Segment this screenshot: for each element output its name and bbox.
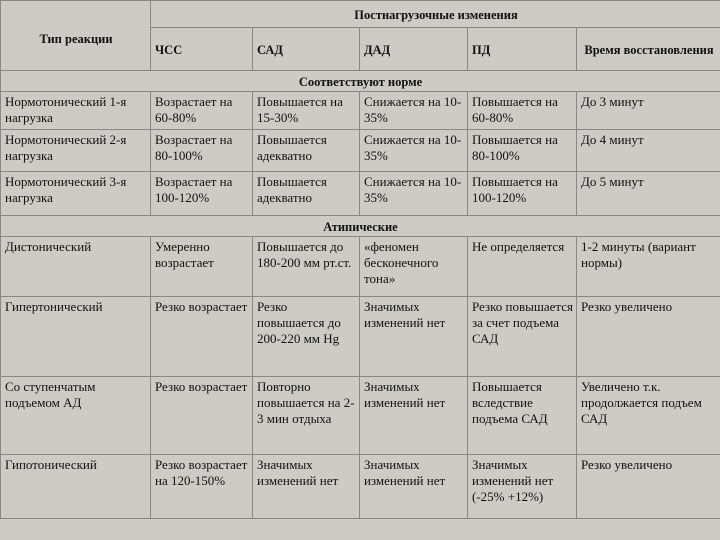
table-cell: Повышается на 100-120%	[468, 172, 577, 216]
row-label-cell: Со ступенчатым подъемом АД	[1, 377, 151, 455]
table-cell: Возрастает на 100-120%	[151, 172, 253, 216]
table-cell: Повышается на 80-100%	[468, 130, 577, 172]
table-row	[1, 377, 720, 455]
table-cell: Резко увеличено	[577, 455, 720, 519]
header-dbp: ДАД	[360, 28, 468, 71]
section-header-row	[1, 216, 720, 237]
table-cell: Умеренно возрастает	[151, 237, 253, 297]
table-cell: Резко повышается до 200-220 мм Hg	[253, 297, 360, 377]
table-cell: Снижается на 10-35%	[360, 172, 468, 216]
table-cell: Резко повышается за счет подъема САД	[468, 297, 577, 377]
row-label-cell: Дистонический	[1, 237, 151, 297]
table-cell: Значимых изменений нет	[253, 455, 360, 519]
table-cell: 1-2 минуты (вариант нормы)	[577, 237, 720, 297]
table-row	[1, 297, 720, 377]
header-reaction-type: Тип реакции	[1, 1, 151, 71]
table-cell: Не определяется	[468, 237, 577, 297]
table-row	[1, 455, 720, 519]
header-pp: ПД	[468, 28, 577, 71]
table-cell: «феномен бесконечного тона»	[360, 237, 468, 297]
row-label-cell: Гипертонический	[1, 297, 151, 377]
table-cell: Повышается до 180-200 мм рт.ст.	[253, 237, 360, 297]
table-cell: Увеличено т.к. продолжается подъем САД	[577, 377, 720, 455]
row-label-cell: Нормотонический 2-я нагрузка	[1, 130, 151, 172]
header-hr: ЧСС	[151, 28, 253, 71]
table-cell: Резко увеличено	[577, 297, 720, 377]
row-label-cell: Нормотонический 3-я нагрузка	[1, 172, 151, 216]
section-header-row	[1, 71, 720, 92]
section-title: Соответствуют норме	[1, 71, 720, 92]
table-cell: Снижается на 10-35%	[360, 130, 468, 172]
table-cell: До 4 минут	[577, 130, 720, 172]
header-recovery-time: Время восстановления	[577, 28, 720, 71]
table-cell: Резко возрастает	[151, 377, 253, 455]
table-cell: Повышается адекватно	[253, 172, 360, 216]
table-cell: Снижается на 10-35%	[360, 92, 468, 130]
table-cell: Повышается на 60-80%	[468, 92, 577, 130]
table-cell: Повышается на 15-30%	[253, 92, 360, 130]
table-cell: До 3 минут	[577, 92, 720, 130]
table-cell: Повторно повышается на 2-3 мин отдыха	[253, 377, 360, 455]
table-cell: Возрастает на 60-80%	[151, 92, 253, 130]
section-title: Атипические	[1, 216, 720, 237]
table-row	[1, 130, 720, 172]
row-label-cell: Гипотонический	[1, 455, 151, 519]
table-cell: Резко возрастает на 120-150%	[151, 455, 253, 519]
table-cell: Резко возрастает	[151, 297, 253, 377]
table-cell: Возрастает на 80-100%	[151, 130, 253, 172]
table-row	[1, 172, 720, 216]
header-sbp: САД	[253, 28, 360, 71]
row-label-cell: Нормотонический 1-я нагрузка	[1, 92, 151, 130]
table-cell: До 5 минут	[577, 172, 720, 216]
table-cell: Значимых изменений нет	[360, 377, 468, 455]
table-cell: Повышается адекватно	[253, 130, 360, 172]
table-body	[1, 71, 720, 519]
header-group: Постнагрузочные изменения	[151, 1, 720, 28]
table-row	[1, 92, 720, 130]
table-cell: Значимых изменений нет (-25% +12%)	[468, 455, 577, 519]
table-row	[1, 237, 720, 297]
table-cell: Значимых изменений нет	[360, 297, 468, 377]
table-cell: Значимых изменений нет	[360, 455, 468, 519]
table-cell: Повышается вследствие подъема САД	[468, 377, 577, 455]
